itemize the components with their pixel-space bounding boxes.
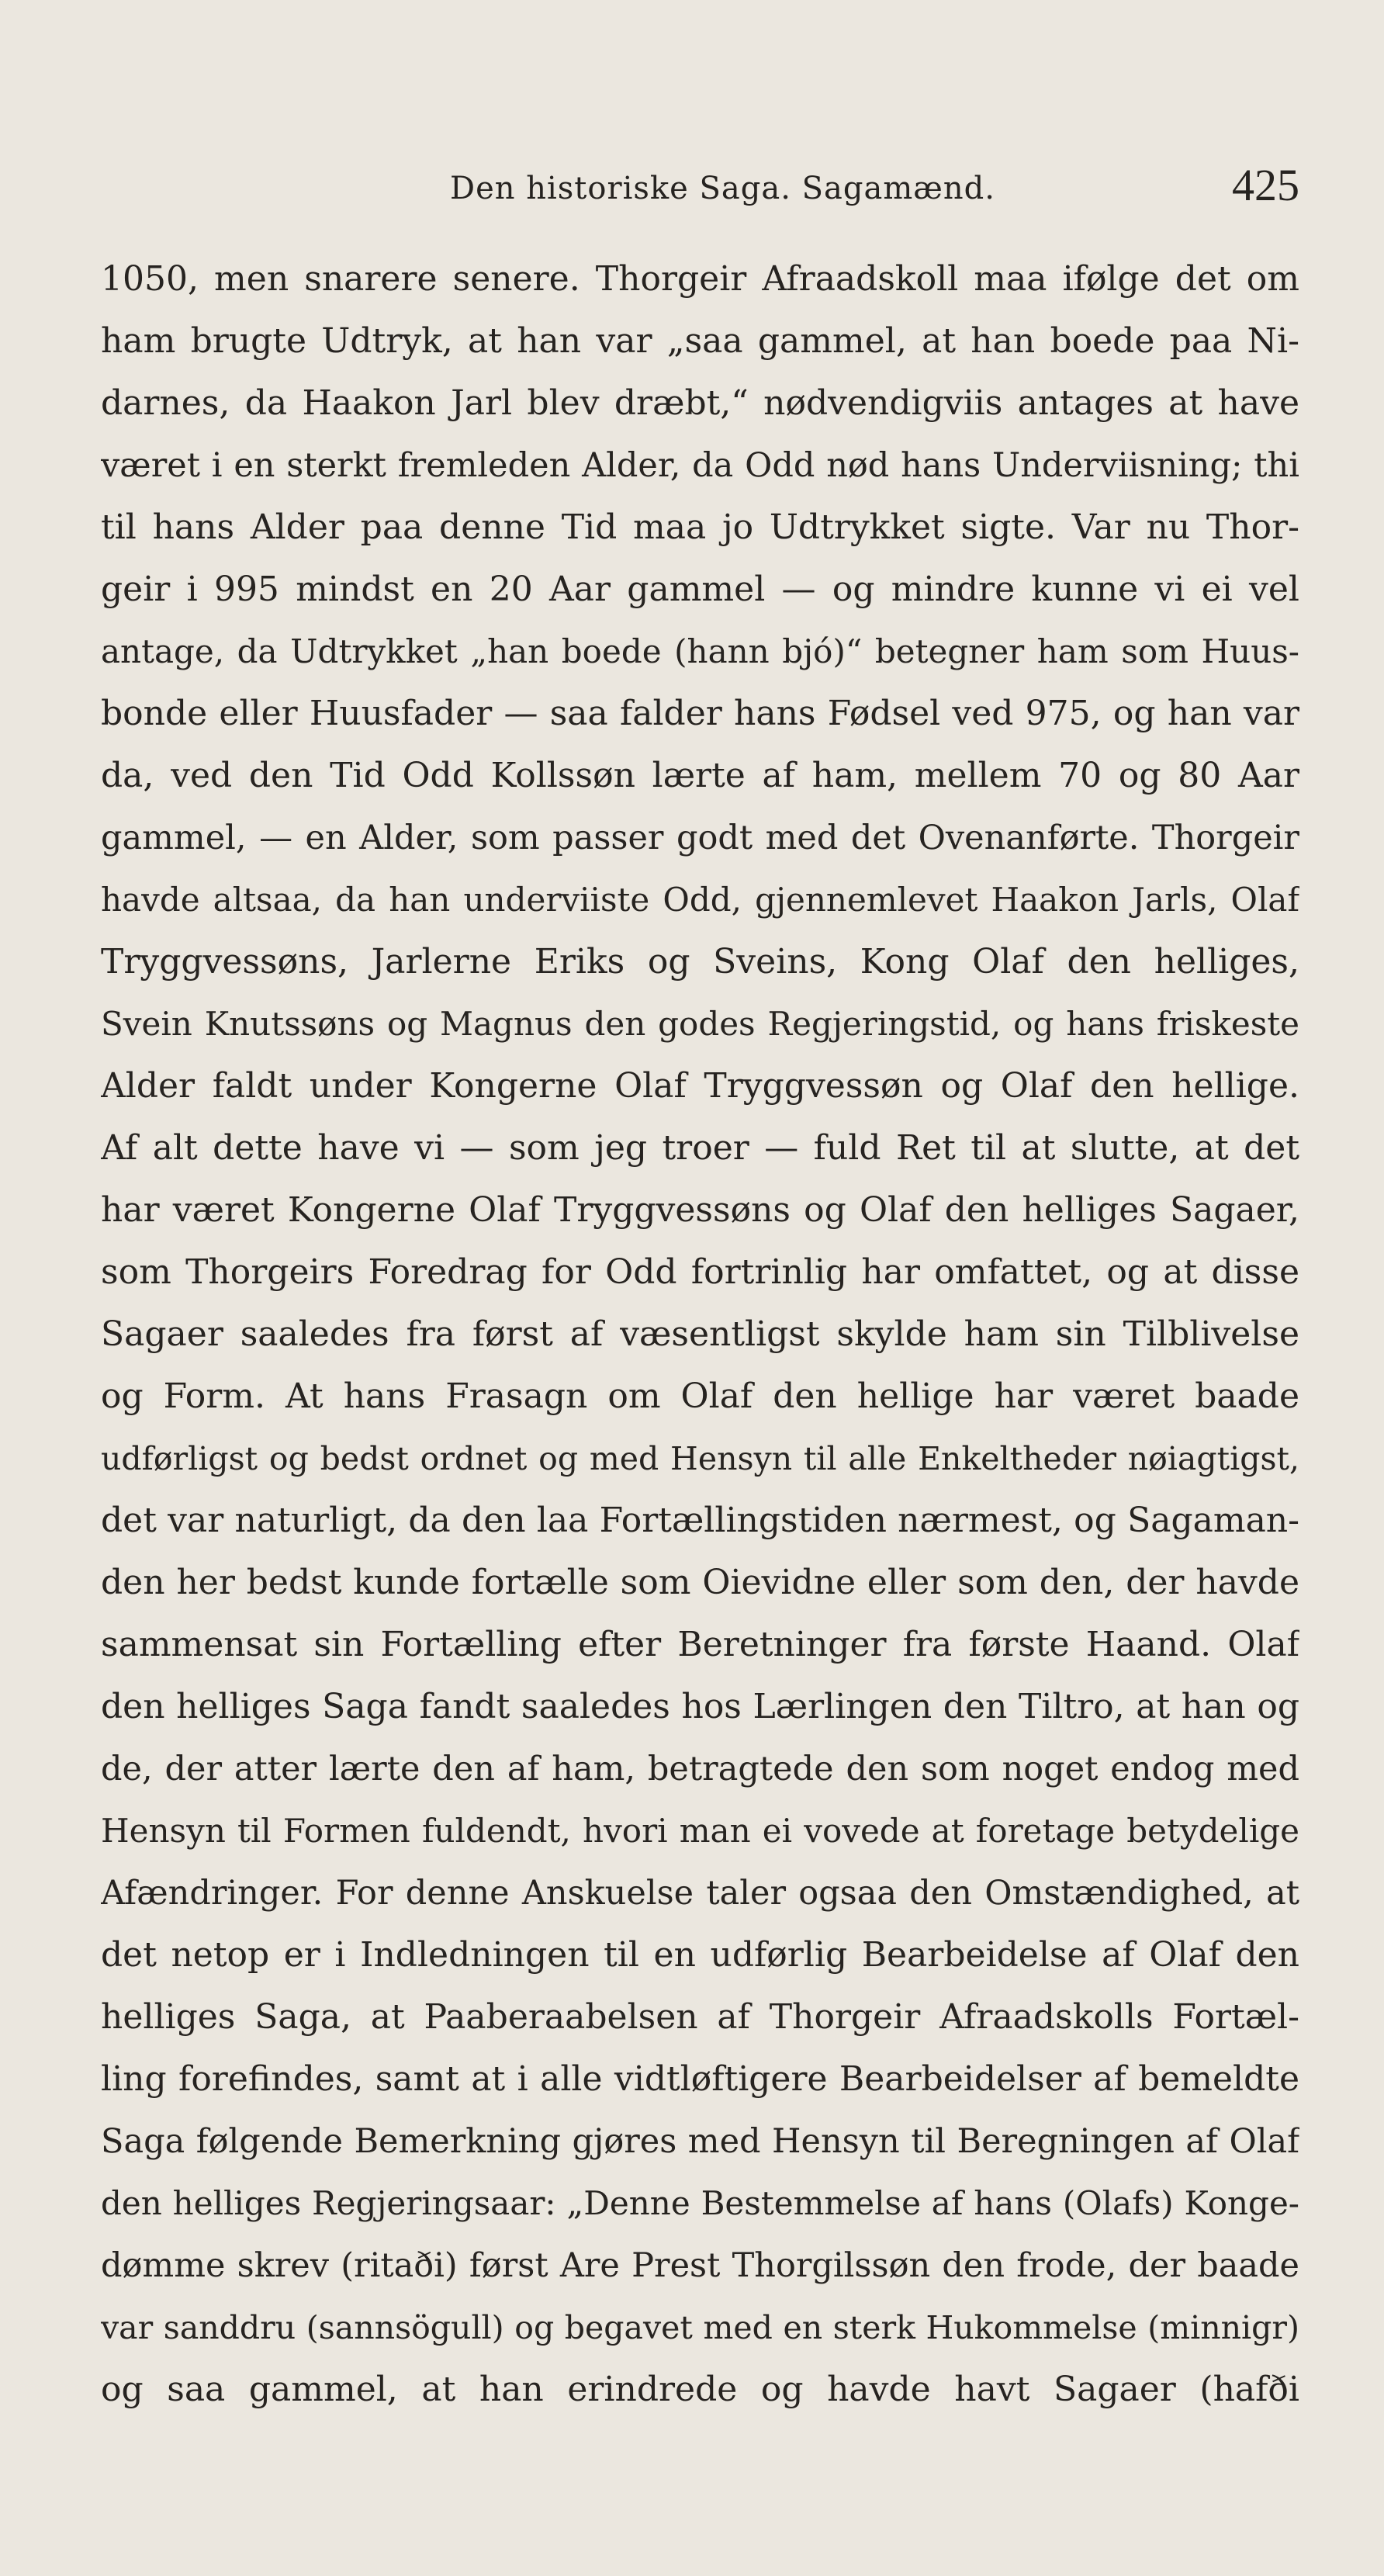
text-line: som Thorgeirs Foredrag for Odd fortrinlig har omfattet, og at disse — [101, 1252, 1299, 1292]
text-line: geir i 995 mindst en 20 Aar gammel — og mindre kunne vi ei vel — [101, 570, 1299, 609]
text-line: har været Kongerne Olaf Tryggvessøns og Olaf den helliges Sagaer, — [101, 1190, 1299, 1230]
text-line: Tryggvessøns, Jarlerne Eriks og Sveins, Kong Olaf den helliges, — [101, 942, 1299, 982]
text-line: de, der atter lærte den af ham, betragtede den som noget endog med — [101, 1750, 1299, 1788]
text-line: og Form. At hans Frasagn om Olaf den hellige har været baade — [101, 1376, 1299, 1416]
page-header — [101, 155, 1299, 217]
body-text — [101, 248, 1299, 2421]
text-line: Hensyn til Formen fuldendt, hvori man ei vovede at foretage betydelige — [101, 1812, 1299, 1850]
text-line: Alder faldt under Kongerne Olaf Tryggvessøn og Olaf den hellige. — [101, 1066, 1299, 1106]
text-line: Svein Knutssøns og Magnus den godes Regjeringstid, og hans friskeste — [101, 1005, 1299, 1043]
text-line: dømme skrev (ritaði) først Are Prest Thorgilssøn den frode, der baade — [101, 2246, 1299, 2285]
text-line: været i en sterkt fremleden Alder, da Odd nød hans Underviisning; thi — [101, 446, 1299, 485]
text-line: havde altsaa, da han underviiste Odd, gjennemlevet Haakon Jarls, Olaf — [101, 881, 1299, 919]
text-line: Sagaer saaledes fra først af væsentligst skylde ham sin Tilblivelse — [101, 1314, 1299, 1354]
text-line: Af alt dette have vi — som jeg troer — fuld Ret til at slutte, at det — [101, 1128, 1299, 1168]
text-line: ham brugte Udtryk, at han var „saa gammel, at han boede paa Ni- — [101, 321, 1299, 361]
text-line: var sanddru (sannsögull) og begavet med en sterk Hukommelse (minnigr) — [101, 2309, 1299, 2346]
text-line: antage, da Udtrykket „han boede (hann bjó)“ betegner ham som Huus- — [101, 632, 1299, 670]
text-line: darnes, da Haakon Jarl blev dræbt,“ nødvendigviis antages at have — [101, 383, 1299, 423]
running-head: Den historiske Saga. Sagamænd. — [450, 171, 995, 206]
text-line: gammel, — en Alder, som passer godt med det Ovenanførte. Thorgeir — [101, 819, 1299, 857]
text-line: den helliges Saga fandt saaledes hos Lærlingen den Tiltro, at han og — [101, 1687, 1299, 1726]
text-line: da, ved den Tid Odd Kollssøn lærte af ham, mellem 70 og 80 Aar — [101, 756, 1299, 795]
text-line: helliges Saga, at Paaberaabelsen af Thorgeir Afraadskolls Fortæl- — [101, 1997, 1299, 2037]
page-number: 425 — [1232, 160, 1299, 210]
text-line: udførligst og bedst ordnet og med Hensyn til alle Enkeltheder nøiagtigst, — [101, 1440, 1299, 1477]
text-line: til hans Alder paa denne Tid maa jo Udtrykket sigte. Var nu Thor- — [101, 507, 1299, 547]
text-line: sammensat sin Fortælling efter Beretninger fra første Haand. Olaf — [101, 1625, 1299, 1664]
text-line: 1050, men snarere senere. Thorgeir Afraadskoll maa ifølge det om — [101, 259, 1299, 299]
text-line: ling forefindes, samt at i alle vidtløftigere Bearbeidelser af bemeldte — [101, 2059, 1299, 2099]
text-line: det netop er i Indledningen til en udførlig Bearbeidelse af Olaf den — [101, 1935, 1299, 1975]
text-line: den helliges Regjeringsaar: „Denne Bestemmelse af hans (Olafs) Konge- — [101, 2184, 1299, 2222]
text-line: og saa gammel, at han erindrede og havde havt Sagaer (hafði — [101, 2370, 1299, 2409]
text-line: det var naturligt, da den laa Fortællingstiden nærmest, og Sagaman- — [101, 1501, 1299, 1540]
text-line: Saga følgende Bemerkning gjøres med Hensyn til Beregningen af Olaf — [101, 2122, 1299, 2161]
text-line: Afændringer. For denne Anskuelse taler ogsaa den Omstændighed, at — [101, 1874, 1299, 1913]
text-line: den her bedst kunde fortælle som Oievidne eller som den, der havde — [101, 1563, 1299, 1602]
text-line: bonde eller Huusfader — saa falder hans Fødsel ved 975, og han var — [101, 694, 1299, 733]
